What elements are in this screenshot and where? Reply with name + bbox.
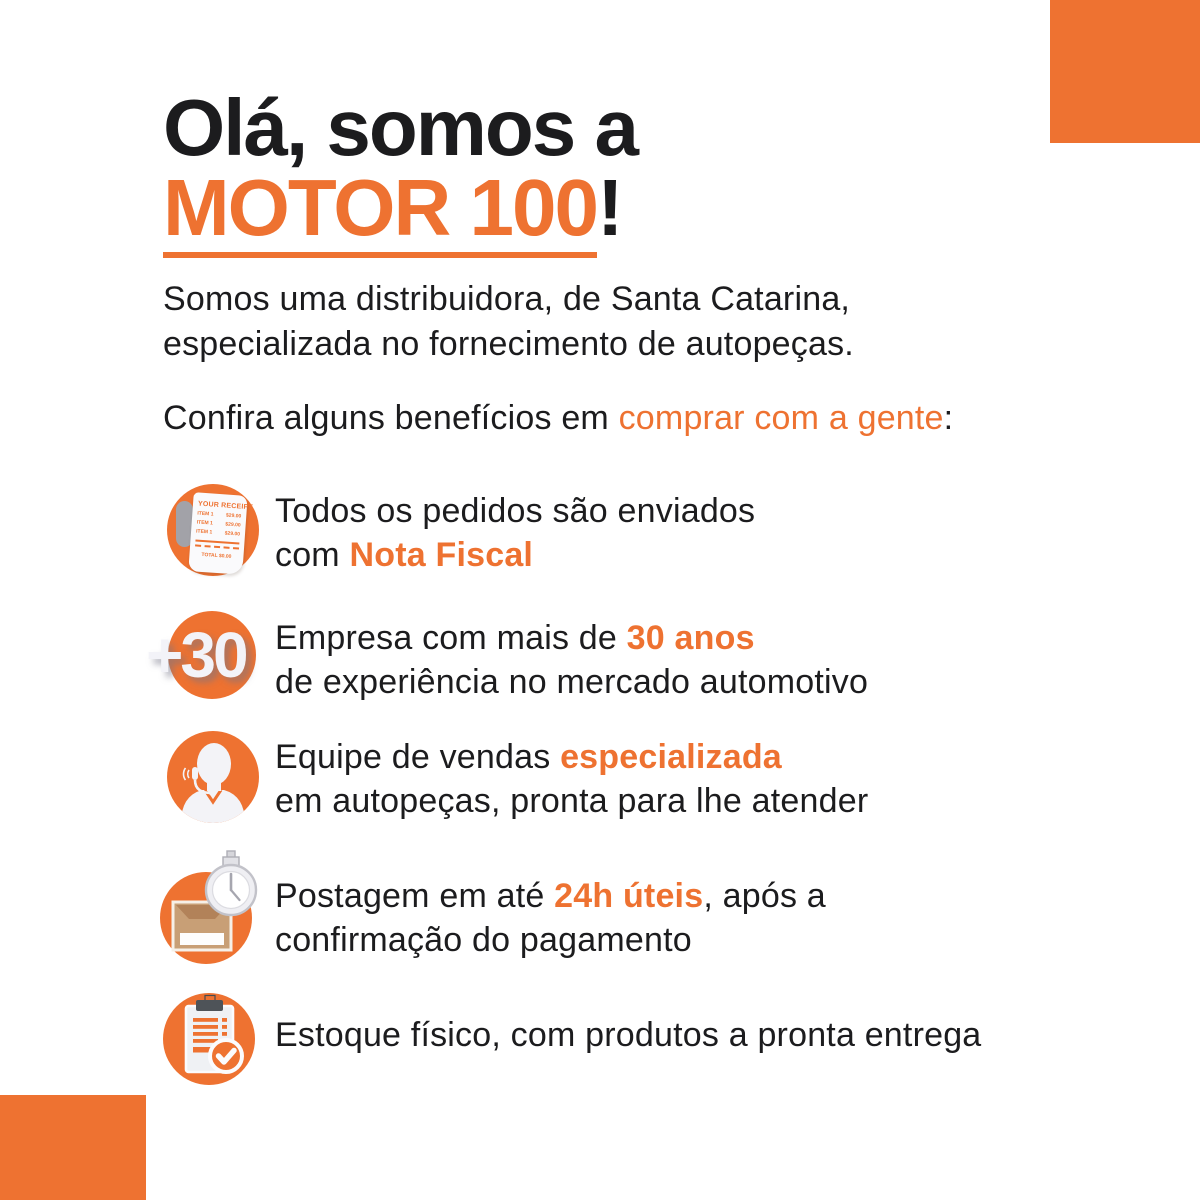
benefit-text-3 — [275, 735, 1175, 823]
brand-name: MOTOR 100 — [163, 168, 597, 258]
benefits-intro-colon: : — [943, 399, 954, 437]
receipt-divider-dashed — [195, 544, 239, 549]
receipt-item-value: $29.00 — [224, 530, 241, 538]
benefit-3-line1: Equipe de vendas — [275, 738, 561, 776]
receipt-item-value: $29.00 — [225, 521, 241, 529]
support-agent-icon — [167, 731, 259, 823]
benefits-intro-prefix: Confira alguns benefícios em — [163, 399, 619, 437]
benefit-text-4 — [275, 874, 1175, 962]
receipt-item-row — [196, 528, 240, 537]
receipt-title: YOUR RECEIPT — [197, 500, 254, 512]
benefit-1-line1: Todos os pedidos são enviados — [275, 492, 756, 530]
benefits-intro — [163, 396, 953, 441]
benefit-4-line1: Postagem em até — [275, 877, 555, 915]
benefits-intro-highlight: comprar com a gente — [618, 399, 944, 437]
receipt-item-row — [197, 519, 241, 528]
stock-checklist-icon — [163, 992, 255, 1088]
receipt-item-value: $29.00 — [225, 512, 242, 520]
plus-30-text: +30 — [146, 619, 246, 691]
benefit-2-line2: de experiência no mercado automotivo — [275, 663, 869, 701]
intro-line-1: Somos uma distribuidora, de Santa Catarina, — [163, 280, 851, 318]
receipt-item-label: ITEM 1 — [195, 528, 213, 536]
benefit-5-line1: Estoque físico, com produtos a pronta entrega — [275, 1016, 982, 1054]
brand-exclamation: ! — [597, 163, 622, 252]
package-stopwatch-svg — [158, 845, 262, 965]
receipt-item-row — [197, 511, 241, 520]
benefit-2-line1-highlight: 30 anos — [626, 619, 755, 657]
benefit-3-line2: em autopeças, pronta para lhe atender — [275, 782, 869, 820]
package-stopwatch-icon — [158, 845, 262, 965]
benefit-4-line1-highlight: 24h úteis — [554, 877, 704, 915]
benefit-4-line1-tail: , após a — [703, 877, 826, 915]
receipt-paper — [188, 492, 254, 575]
receipt-divider-solid — [195, 539, 239, 544]
receipt-icon — [167, 484, 259, 576]
brand-line — [163, 163, 622, 258]
benefit-text-1 — [275, 489, 1175, 577]
decor-square-top-right — [1050, 0, 1200, 143]
benefit-2-line1: Empresa com mais de — [275, 619, 627, 657]
benefit-1-line2: com — [275, 536, 350, 574]
benefit-text-5 — [275, 1013, 1175, 1057]
greeting-heading: Olá, somos a — [163, 83, 637, 172]
support-agent-svg — [167, 731, 259, 823]
benefit-3-line1-highlight: especializada — [560, 738, 782, 776]
receipt-item-label: ITEM 1 — [196, 519, 214, 527]
decor-square-bottom-left — [0, 1095, 146, 1200]
stock-checklist-svg — [163, 992, 255, 1088]
intro-line-2: especializada no fornecimento de autopeças. — [163, 325, 854, 363]
receipt-total: TOTAL $0.00 — [201, 551, 232, 560]
intro-text — [163, 277, 854, 367]
plus-30-badge — [146, 610, 266, 702]
benefit-text-2 — [275, 616, 1175, 704]
receipt-item-label: ITEM 1 — [197, 510, 214, 518]
benefit-1-line2-highlight: Nota Fiscal — [349, 536, 534, 574]
benefit-4-line2: confirmação do pagamento — [275, 921, 692, 959]
